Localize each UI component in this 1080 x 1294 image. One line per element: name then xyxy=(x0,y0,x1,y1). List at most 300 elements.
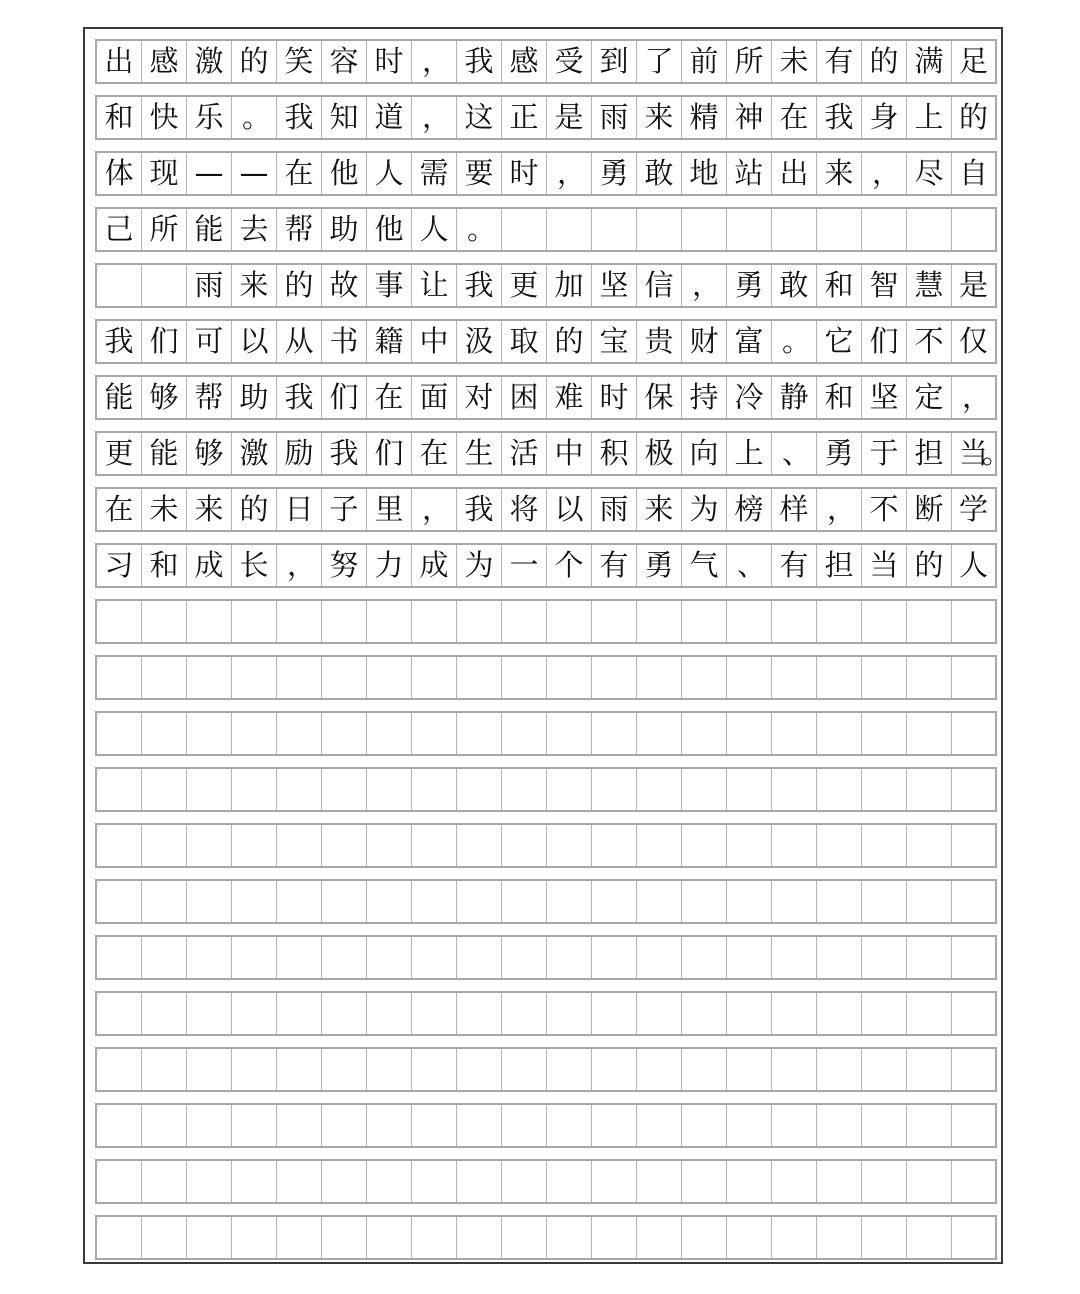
grid-cell xyxy=(727,713,772,754)
grid-cell xyxy=(502,657,547,698)
grid-cell: 己 xyxy=(97,209,142,250)
grid-cell xyxy=(367,601,412,642)
grid-cell: 一 xyxy=(502,545,547,586)
grid-cell: 时 xyxy=(367,41,412,82)
grid-cell: 激 xyxy=(232,433,277,474)
grid-cell: 我 xyxy=(457,489,502,530)
grid-cell xyxy=(862,601,907,642)
grid-cell: 为 xyxy=(682,489,727,530)
grid-cell xyxy=(412,993,457,1034)
grid-cell: 现 xyxy=(142,153,187,194)
grid-cell xyxy=(187,769,232,810)
grid-cell xyxy=(952,209,995,250)
grid-cell: 站 xyxy=(727,153,772,194)
grid-cell xyxy=(232,601,277,642)
grid-cell: 来 xyxy=(637,489,682,530)
grid-cell: 断 xyxy=(907,489,952,530)
grid-cell xyxy=(592,937,637,978)
grid-row xyxy=(95,711,997,756)
grid-cell: 将 xyxy=(502,489,547,530)
grid-cell xyxy=(142,769,187,810)
grid-cell xyxy=(187,1105,232,1146)
grid-cell xyxy=(502,601,547,642)
grid-cell xyxy=(412,937,457,978)
grid-cell xyxy=(322,657,367,698)
grid-cell xyxy=(952,713,995,754)
grid-row xyxy=(95,207,997,252)
grid-cell xyxy=(772,1161,817,1202)
grid-cell xyxy=(457,1049,502,1090)
grid-cell xyxy=(817,209,862,250)
grid-row xyxy=(95,319,997,364)
grid-cell: 能 xyxy=(187,209,232,250)
grid-cell: 仅 xyxy=(958,324,988,358)
grid-cell: ， xyxy=(277,545,322,586)
grid-cell: 容 xyxy=(322,41,367,82)
grid-cell: ， xyxy=(412,41,457,82)
grid-cell: 们 xyxy=(322,377,367,418)
grid-cell xyxy=(412,713,457,754)
grid-cell: 我 xyxy=(277,97,322,138)
grid-cell xyxy=(457,1161,502,1202)
grid-cell xyxy=(457,881,502,922)
grid-cell: 助 xyxy=(322,209,367,250)
grid-cell: 是 xyxy=(958,268,988,302)
grid-cell xyxy=(862,881,907,922)
grid-cell xyxy=(817,825,862,866)
grid-row xyxy=(95,1159,997,1204)
grid-cell xyxy=(637,769,682,810)
grid-cell: 体 xyxy=(97,153,142,194)
grid-cell xyxy=(97,769,142,810)
grid-cell xyxy=(727,1105,772,1146)
grid-cell: 我 xyxy=(277,377,322,418)
grid-cell xyxy=(502,1049,547,1090)
grid-row xyxy=(95,823,997,868)
grid-cell xyxy=(547,1161,592,1202)
grid-cell xyxy=(232,1049,277,1090)
grid-cell xyxy=(547,657,592,698)
grid-cell xyxy=(727,657,772,698)
grid-cell: 雨 xyxy=(187,265,232,306)
grid-row xyxy=(95,991,997,1036)
grid-cell xyxy=(952,601,995,642)
grid-cell xyxy=(322,993,367,1034)
grid-cell: 在 xyxy=(97,489,142,530)
grid-cell xyxy=(412,881,457,922)
grid-cell: 故 xyxy=(322,265,367,306)
grid-cell: 。 xyxy=(232,97,277,138)
grid-cell xyxy=(277,1161,322,1202)
grid-row xyxy=(95,1103,997,1148)
grid-cell xyxy=(97,713,142,754)
grid-cell: 我 xyxy=(322,433,367,474)
grid-cell xyxy=(817,713,862,754)
grid-cell xyxy=(502,937,547,978)
grid-cell xyxy=(232,937,277,978)
grid-cell xyxy=(97,881,142,922)
grid-cell: 在 xyxy=(367,377,412,418)
grid-cell: 不 xyxy=(862,489,907,530)
grid-cell xyxy=(862,769,907,810)
grid-cell xyxy=(862,657,907,698)
grid-cell xyxy=(862,209,907,250)
grid-cell xyxy=(187,1161,232,1202)
grid-cell xyxy=(637,601,682,642)
grid-cell: 和 xyxy=(817,377,862,418)
grid-cell: 感 xyxy=(142,41,187,82)
grid-cell xyxy=(322,601,367,642)
grid-cell: 财 xyxy=(682,321,727,362)
grid-cell xyxy=(547,1217,592,1258)
grid-cell xyxy=(367,1105,412,1146)
grid-cell xyxy=(727,1217,772,1258)
grid-cell: 极 xyxy=(637,433,682,474)
grid-cell xyxy=(412,657,457,698)
grid-cell: 出 xyxy=(772,153,817,194)
grid-cell: 汲 xyxy=(457,321,502,362)
grid-cell: 们 xyxy=(862,321,907,362)
grid-cell xyxy=(97,937,142,978)
grid-cell xyxy=(952,657,995,698)
grid-cell xyxy=(637,657,682,698)
grid-cell xyxy=(187,601,232,642)
grid-cell xyxy=(727,825,772,866)
grid-cell: 我 xyxy=(817,97,862,138)
grid-cell xyxy=(457,713,502,754)
grid-cell xyxy=(457,769,502,810)
grid-cell xyxy=(547,937,592,978)
grid-cell: 帮 xyxy=(277,209,322,250)
grid-cell xyxy=(727,769,772,810)
grid-cell xyxy=(682,1161,727,1202)
grid-cell xyxy=(772,209,817,250)
grid-cell xyxy=(952,825,995,866)
grid-cell xyxy=(592,657,637,698)
grid-cell: 以 xyxy=(547,489,592,530)
grid-cell xyxy=(907,601,952,642)
grid-cell xyxy=(592,1049,637,1090)
grid-cell: 生 xyxy=(457,433,502,474)
grid-cell: 足 xyxy=(958,44,988,78)
grid-cell: 加 xyxy=(547,265,592,306)
grid-cell xyxy=(637,209,682,250)
grid-cell: 知 xyxy=(322,97,367,138)
grid-cell xyxy=(232,713,277,754)
grid-cell: 和 xyxy=(817,265,862,306)
grid-cell xyxy=(322,1217,367,1258)
grid-cell xyxy=(457,1105,502,1146)
grid-cell xyxy=(547,713,592,754)
grid-cell: 们 xyxy=(367,433,412,474)
grid-cell: 我 xyxy=(457,265,502,306)
grid-cell: 个 xyxy=(547,545,592,586)
grid-cell: 他 xyxy=(322,153,367,194)
grid-cell: 定 xyxy=(907,377,952,418)
grid-cell: 人 xyxy=(367,153,412,194)
grid-cell xyxy=(682,937,727,978)
grid-cell: 担 xyxy=(907,433,952,474)
grid-cell: 。 xyxy=(457,209,502,250)
grid-cell xyxy=(547,769,592,810)
grid-cell xyxy=(322,713,367,754)
grid-row xyxy=(95,431,1011,476)
grid-cell xyxy=(907,881,952,922)
grid-cell xyxy=(232,769,277,810)
grid-cell xyxy=(367,881,412,922)
grid-cell: ， xyxy=(412,97,457,138)
grid-cell xyxy=(502,881,547,922)
grid-cell: 帮 xyxy=(187,377,232,418)
grid-cell: 勇 xyxy=(727,265,772,306)
grid-cell: 有 xyxy=(592,545,637,586)
grid-cell xyxy=(322,1105,367,1146)
grid-cell xyxy=(682,1217,727,1258)
grid-cell xyxy=(502,209,547,250)
grid-cell xyxy=(412,601,457,642)
grid-cell: 感 xyxy=(502,41,547,82)
grid-cell xyxy=(592,825,637,866)
grid-cell: 气 xyxy=(682,545,727,586)
grid-cell xyxy=(232,993,277,1034)
grid-cell: 当 xyxy=(862,545,907,586)
grid-cell: 从 xyxy=(277,321,322,362)
grid-cell: 面 xyxy=(412,377,457,418)
grid-cell xyxy=(187,825,232,866)
grid-cell xyxy=(277,657,322,698)
grid-cell: 在 xyxy=(772,97,817,138)
grid-row xyxy=(95,151,997,196)
grid-cell: 受 xyxy=(547,41,592,82)
grid-cell xyxy=(97,993,142,1034)
grid-cell: 中 xyxy=(547,433,592,474)
grid-cell: 的 xyxy=(232,489,277,530)
grid-cell xyxy=(187,657,232,698)
grid-cell: 坚 xyxy=(592,265,637,306)
grid-cell: 够 xyxy=(142,377,187,418)
grid-cell xyxy=(772,601,817,642)
grid-cell xyxy=(772,769,817,810)
grid-cell xyxy=(457,937,502,978)
grid-cell xyxy=(862,993,907,1034)
grid-cell: 来 xyxy=(817,153,862,194)
grid-cell xyxy=(547,1049,592,1090)
grid-cell: 我 xyxy=(97,321,142,362)
grid-cell xyxy=(277,881,322,922)
grid-cell: 积 xyxy=(592,433,637,474)
grid-cell xyxy=(547,993,592,1034)
grid-cell: 更 xyxy=(97,433,142,474)
grid-row xyxy=(95,599,997,644)
grid-cell xyxy=(502,1161,547,1202)
grid-cell: ， xyxy=(962,380,992,414)
grid-cell: 人 xyxy=(412,209,457,250)
grid-cell xyxy=(727,1049,772,1090)
grid-row xyxy=(95,375,997,420)
grid-cell: 、 xyxy=(772,433,817,474)
grid-cell: 所 xyxy=(727,41,772,82)
grid-cell: 励 xyxy=(277,433,322,474)
grid-cell xyxy=(412,1049,457,1090)
grid-cell xyxy=(232,1161,277,1202)
grid-cell: 当 。 xyxy=(958,436,1011,470)
grid-cell xyxy=(97,657,142,698)
grid-cell: 保 xyxy=(637,377,682,418)
grid-cell: 担 xyxy=(817,545,862,586)
grid-row xyxy=(95,543,997,588)
grid-cell: ， xyxy=(817,489,862,530)
grid-cell xyxy=(322,1161,367,1202)
grid-cell xyxy=(142,881,187,922)
grid-cell: 勇 xyxy=(817,433,862,474)
grid-row xyxy=(95,1215,997,1260)
grid-cell: 的 xyxy=(958,100,988,134)
grid-cell xyxy=(862,1105,907,1146)
grid-cell: 他 xyxy=(367,209,412,250)
grid-cell xyxy=(367,1217,412,1258)
grid-cell: 里 xyxy=(367,489,412,530)
grid-cell: ， xyxy=(682,265,727,306)
grid-cell xyxy=(817,657,862,698)
grid-cell xyxy=(457,825,502,866)
grid-cell xyxy=(97,825,142,866)
grid-cell xyxy=(187,1049,232,1090)
grid-cell: 时 xyxy=(502,153,547,194)
grid-cell xyxy=(682,1105,727,1146)
grid-cell xyxy=(952,1105,995,1146)
grid-cell xyxy=(502,1105,547,1146)
grid-cell: 乐 xyxy=(187,97,232,138)
grid-cell: 勇 xyxy=(637,545,682,586)
grid-cell xyxy=(907,1217,952,1258)
grid-cell xyxy=(187,881,232,922)
grid-cell xyxy=(592,1105,637,1146)
grid-cell: 的 xyxy=(907,545,952,586)
grid-cell xyxy=(682,713,727,754)
grid-cell xyxy=(952,993,995,1034)
grid-cell: 于 xyxy=(862,433,907,474)
grid-cell: 力 xyxy=(367,545,412,586)
grid-cell xyxy=(412,769,457,810)
grid-cell: 书 xyxy=(322,321,367,362)
grid-cell xyxy=(637,993,682,1034)
grid-cell xyxy=(592,209,637,250)
grid-cell: 敢 xyxy=(772,265,817,306)
grid-cell: 未 xyxy=(772,41,817,82)
grid-cell: 快 xyxy=(142,97,187,138)
grid-cell: 助 xyxy=(232,377,277,418)
grid-cell: 长 xyxy=(232,545,277,586)
grid-cell xyxy=(952,937,995,978)
grid-cell: 正 xyxy=(502,97,547,138)
grid-cell xyxy=(682,881,727,922)
grid-cell: 学 xyxy=(958,492,988,526)
grid-cell: 让 xyxy=(412,265,457,306)
grid-cell: 来 xyxy=(187,489,232,530)
grid-cell: 可 xyxy=(187,321,232,362)
grid-cell xyxy=(817,881,862,922)
grid-cell xyxy=(637,881,682,922)
grid-cell xyxy=(367,769,412,810)
grid-cell xyxy=(367,713,412,754)
grid-cell: 向 xyxy=(682,433,727,474)
grid-cell xyxy=(907,937,952,978)
grid-cell: 静 xyxy=(772,377,817,418)
grid-cell xyxy=(277,1105,322,1146)
grid-cell: 信 xyxy=(637,265,682,306)
grid-cell: 日 xyxy=(277,489,322,530)
grid-cell: 够 xyxy=(187,433,232,474)
grid-cell: 在 xyxy=(277,153,322,194)
grid-cell xyxy=(592,993,637,1034)
grid-cell xyxy=(862,1161,907,1202)
grid-cell xyxy=(637,1049,682,1090)
grid-cell xyxy=(412,1217,457,1258)
grid-cell xyxy=(862,713,907,754)
grid-cell: 时 xyxy=(592,377,637,418)
grid-cell xyxy=(232,1217,277,1258)
grid-row xyxy=(95,655,997,700)
grid-cell: 要 xyxy=(457,153,502,194)
grid-cell xyxy=(412,825,457,866)
grid-cell xyxy=(142,1161,187,1202)
grid-cell xyxy=(502,1217,547,1258)
grid-cell: 榜 xyxy=(727,489,772,530)
grid-cell xyxy=(277,1049,322,1090)
grid-cell: 更 xyxy=(502,265,547,306)
grid-cell xyxy=(682,993,727,1034)
grid-cell xyxy=(952,769,995,810)
grid-cell xyxy=(637,937,682,978)
overflow-punctuation: 。 xyxy=(981,436,1011,470)
grid-cell xyxy=(457,1217,502,1258)
grid-cell xyxy=(952,1217,995,1258)
grid-row xyxy=(95,95,997,140)
grid-cell: ， xyxy=(547,153,592,194)
grid-cell xyxy=(682,825,727,866)
grid-cell: 难 xyxy=(547,377,592,418)
grid-cell: 精 xyxy=(682,97,727,138)
grid-cell xyxy=(862,1217,907,1258)
grid-cell xyxy=(817,1217,862,1258)
grid-cell xyxy=(367,657,412,698)
grid-row xyxy=(95,1047,997,1092)
grid-cell: 它 xyxy=(817,321,862,362)
grid-cell xyxy=(727,881,772,922)
grid-cell: 能 xyxy=(97,377,142,418)
grid-cell: 身 xyxy=(862,97,907,138)
grid-cell xyxy=(907,713,952,754)
grid-cell: 出 xyxy=(97,41,142,82)
grid-cell: 的 xyxy=(277,265,322,306)
grid-cell: 籍 xyxy=(367,321,412,362)
grid-cell: 来 xyxy=(232,265,277,306)
grid-cell xyxy=(322,825,367,866)
grid-cell xyxy=(637,1217,682,1258)
grid-cell xyxy=(637,825,682,866)
grid-cell xyxy=(277,769,322,810)
grid-row xyxy=(95,879,997,924)
grid-cell: 所 xyxy=(142,209,187,250)
grid-cell: 需 xyxy=(412,153,457,194)
grid-cell: 中 xyxy=(412,321,457,362)
grid-cell: 道 xyxy=(367,97,412,138)
grid-cell xyxy=(772,881,817,922)
grid-cell xyxy=(592,1161,637,1202)
grid-cell xyxy=(907,1161,952,1202)
grid-cell: 有 xyxy=(817,41,862,82)
grid-cell xyxy=(547,825,592,866)
